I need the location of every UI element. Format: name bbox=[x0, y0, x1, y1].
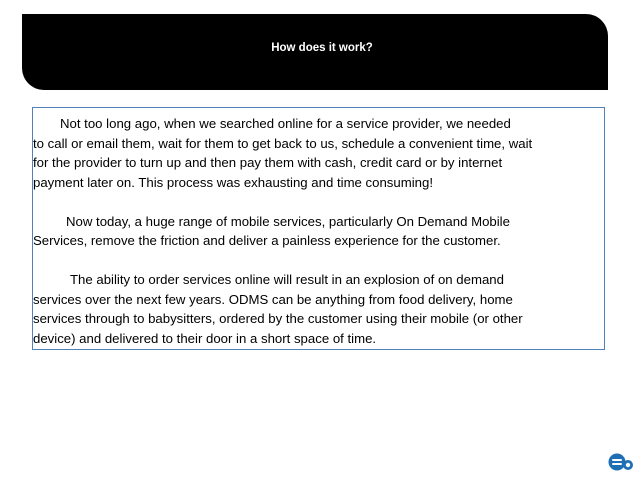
paragraph-2-line-2: Services, remove the friction and deliver a painless experience for the customer. bbox=[33, 233, 501, 248]
paragraph-3-line-1: The ability to order services online will result in an explosion of on demand bbox=[70, 272, 504, 287]
paragraph-1-line-4: payment later on. This process was exhausting and time consuming! bbox=[33, 174, 433, 190]
paragraph-3-line-2: services over the next few years. ODMS can be anything from food delivery, home bbox=[33, 291, 513, 307]
paragraph-3-line-4: device) and delivered to their door in a short space of time. bbox=[33, 330, 377, 346]
paragraph-1-line-1: Not too long ago, when we searched online for a service provider, we needed bbox=[60, 116, 511, 131]
title-banner bbox=[22, 14, 608, 90]
paragraph-3 bbox=[33, 270, 604, 348]
paragraph-spacer bbox=[33, 192, 604, 212]
paragraph-2-line-1: Now today, a huge range of mobile services, particularly On Demand Mobile bbox=[66, 213, 510, 229]
paragraph-spacer bbox=[33, 251, 604, 271]
brand-logo-icon bbox=[608, 452, 634, 472]
paragraph-1 bbox=[33, 114, 604, 192]
slide-title: How does it work? bbox=[271, 42, 373, 54]
paragraph-2 bbox=[33, 212, 604, 251]
paragraph-1-line-2: to call or email them, wait for them to get back to us, schedule a convenient time, wait bbox=[33, 135, 533, 151]
paragraph-1-line-3: for the provider to turn up and then pay them with cash, credit card or by internet bbox=[33, 155, 503, 170]
paragraph-3-line-3: services through to babysitters, ordered by the customer using their mobile (or other bbox=[33, 311, 523, 326]
content-box bbox=[32, 107, 605, 350]
